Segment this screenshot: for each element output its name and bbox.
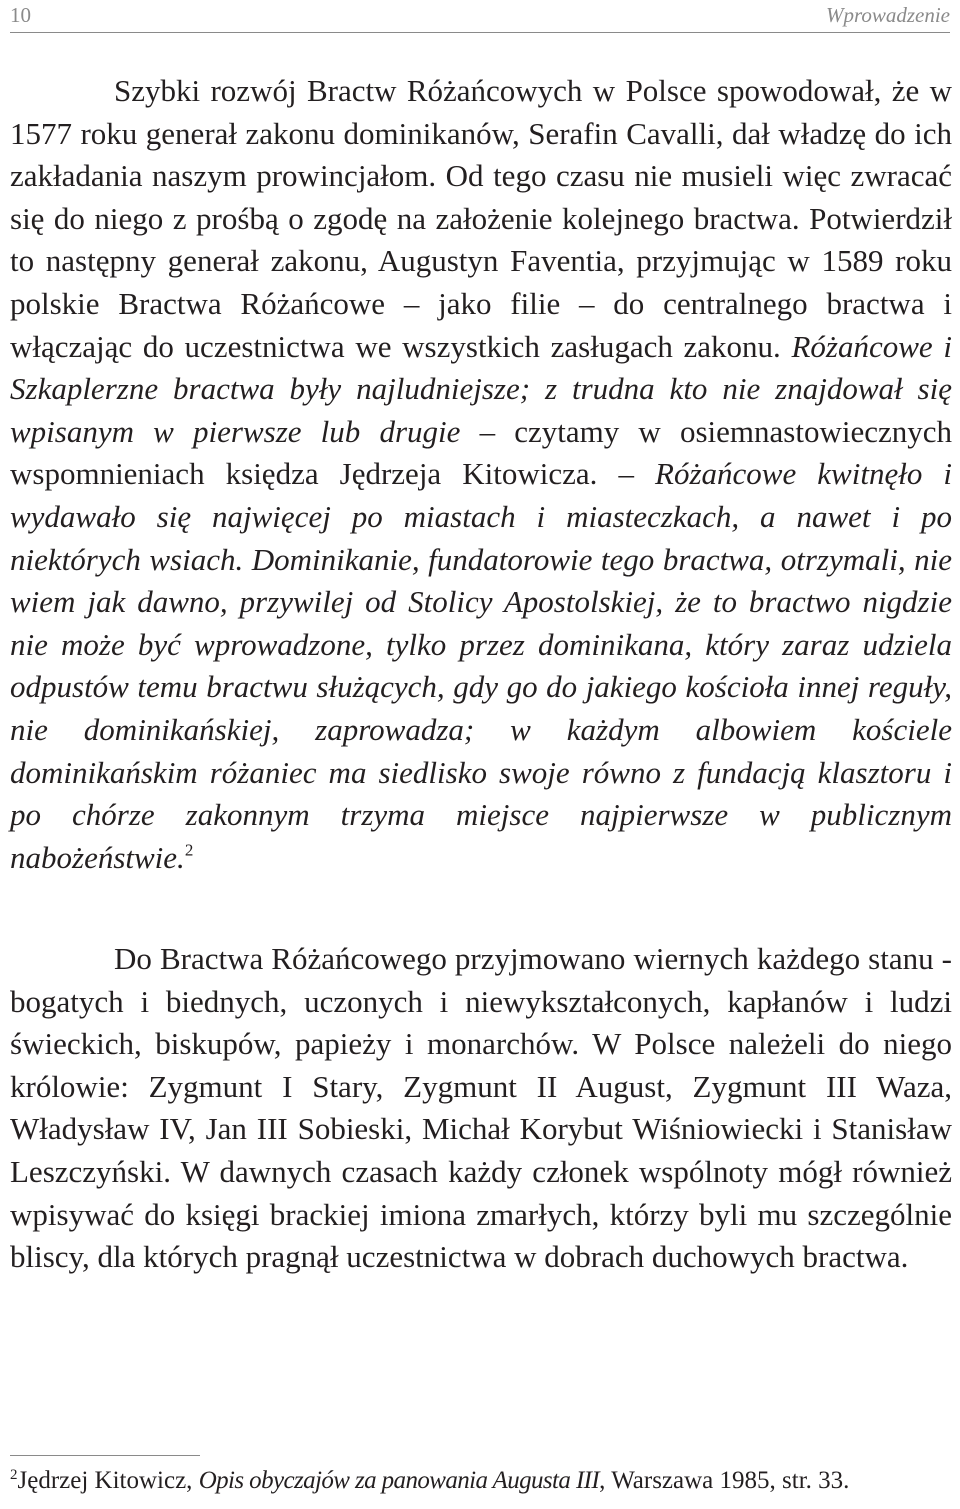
paragraph-1-part-1: Szybki rozwój Bractw Różańcowych w Polsce spowodował, że w 1577 roku generał zakonu dominikanów, Serafin Cavalli, dał władzę do ich zakładania naszym prowincjałom. Od tego czasu nie musieli więc zwracać się do niego z prośbą o zgodę na założenie kolejnego bractwa. Potwierdził to następny generał zakonu, Augustyn Faventia, przyjmując w 1589 roku polskie Bractwa Różańcowe – jako filie – do centralnego bractwa i włączając do uczestnictwa we wszystkich zasługach zakonu. <box>10 73 952 364</box>
running-head: Wprowadzenie <box>825 3 950 27</box>
page-header <box>10 0 950 33</box>
paragraph-1-part-2: – czytamy w osiemnastowiecznych wspomnieniach księdza Jędrzeja Kitowicza. – <box>10 413 952 492</box>
paragraph-1-text <box>10 70 952 879</box>
footnote-number: 2 <box>10 1467 18 1483</box>
page-number: 10 <box>10 3 31 27</box>
kitowicz-quote-1: Różańcowe i Szkaplerzne bractwa były najludniejsze; z trudna kto nie znajdował się wpisanym w pierwsze lub drugie <box>10 328 952 449</box>
footnote-publication: , Warszawa 1985, str. 33. <box>599 1467 850 1494</box>
footnote-book-title: Opis obyczajów za panowania Augusta III <box>198 1467 600 1494</box>
footnote-divider <box>10 1455 200 1456</box>
footnote-author: Jędrzej Kitowicz, <box>17 1467 199 1494</box>
kitowicz-quote-2: Różańcowe kwitnęło i wydawało się najwięcej po miastach i miasteczkach, a nawet i po niektórych wsiach. Dominikanie, fundatorowie tego bractwa, otrzymali, nie wiem jak dawno, przywilej od Stolicy Apostolskiej, że to bractwo nigdzie nie może być wprowadzone, tylko przez dominikana, który zaraz udziela odpustów temu bractwu służących, gdy go do jakiego kościoła innej reguły, nie dominikańskiej, zaprowadza; w każdym albowiem kościele dominikańskim różaniec ma siedlisko swoje równo z fundacją klasztoru i po chórze zakonnym trzyma miejsce najpierwsze w publicznym nabożeństwie. <box>10 456 953 875</box>
paragraph-2 <box>10 938 952 1279</box>
footnote-reference[interactable]: 2 <box>184 839 194 859</box>
footnote <box>10 1464 952 1498</box>
paragraph-1 <box>10 70 952 879</box>
paragraph-2-text: Do Bractwa Różańcowego przyjmowano wiernych każdego stanu - bogatych i biednych, uczonych i niewykształconych, kapłanów i ludzi świeckich, biskupów, papieży i monarchów. W Polsce należeli do niego królowie: Zygmunt I Stary, Zygmunt II August, Zygmunt III Waza, Władysław IV, Jan III Sobieski, Michał Korybut Wiśniowiecki i Stanisław Leszczyński. W dawnych czasach każdy członek wspólnoty mógł również wpisywać do księgi brackiej imiona zmarłych, którzy byli mu szczególnie bliscy, dla których pragnął uczestnictwa w dobrach duchowych bractwa. <box>10 941 952 1275</box>
